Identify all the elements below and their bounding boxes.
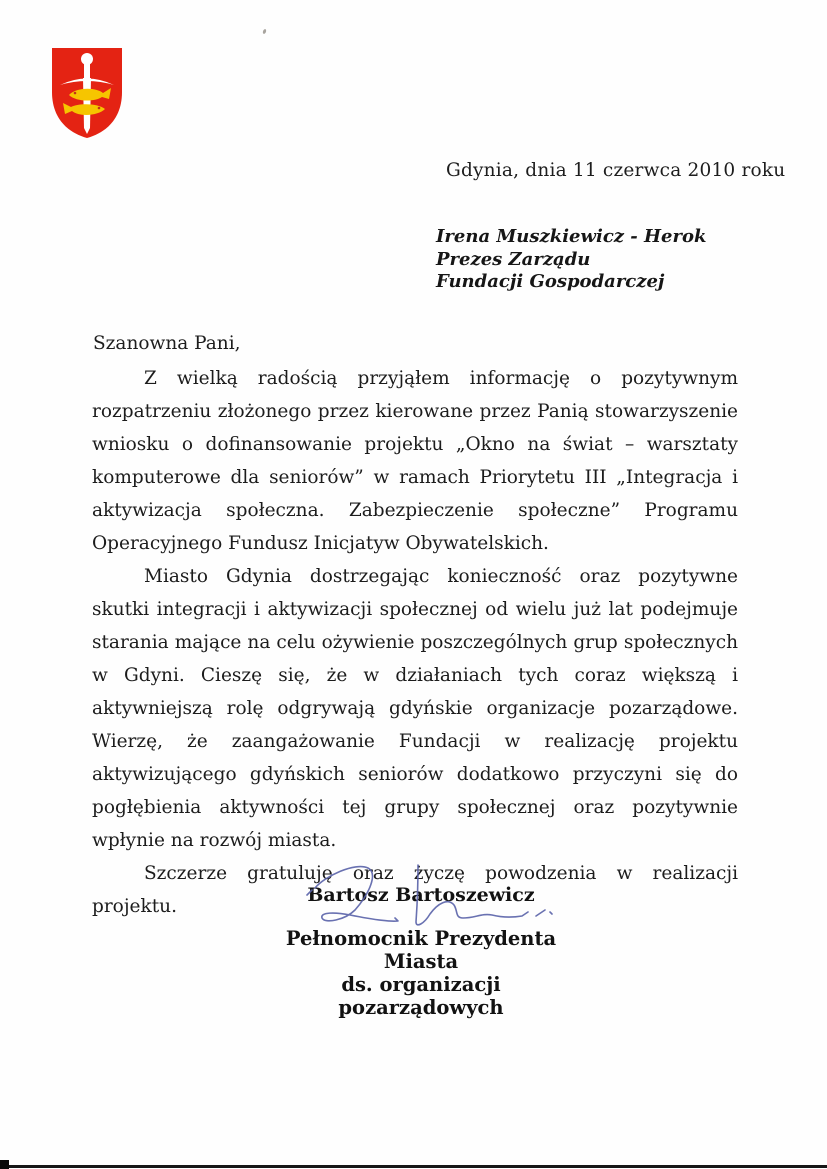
recipient-title: Prezes Zarządu — [436, 248, 591, 270]
gdynia-coat-of-arms-icon — [50, 46, 124, 140]
date-line: Gdynia, dnia 11 czerwca 2010 roku — [446, 160, 786, 181]
salutation: Szanowna Pani, — [93, 333, 241, 354]
handwritten-signature — [300, 848, 565, 943]
scan-corner-artifact — [0, 1160, 9, 1169]
recipient-block — [436, 226, 706, 294]
signer-name: Bartosz Bartoszewicz — [307, 884, 535, 906]
signature-stroke-dash — [536, 910, 545, 916]
letter-body — [92, 362, 738, 923]
upper-fish-eye — [74, 92, 77, 95]
recipient-organization: Fundacji Gospodarczej — [436, 271, 665, 292]
signature-stroke-tick — [307, 890, 312, 895]
signature-stroke-tail — [416, 865, 528, 925]
recipient-name: Irena Muszkiewicz - Herok — [436, 226, 707, 247]
signer-title-line-2: ds. organizacji pozarządowych — [338, 973, 504, 1019]
signature-stroke-b-loop — [315, 867, 398, 922]
paragraph-1: Z wielką radością przyjąłem informację o pozytywnym rozpatrzeniu złożonego przez kierowane przez Panią stowarzyszenie wniosku o dofinansowanie projektu „Okno na świat – warsztaty komputerowe dla seniorów” w ramach Priorytetu III „Integracja i aktywizacja społeczna. Zabezpieczenie społeczne” Programu Operacyjnego Fundusz Inicjatyw Obywatelskich. — [92, 368, 738, 554]
signature-stroke-dot — [550, 912, 552, 914]
lower-fish-eye — [98, 107, 101, 110]
scan-bottom-edge-artifact — [0, 1165, 827, 1168]
scan-speck — [262, 29, 267, 35]
paragraph-3: Szczerze gratuluję oraz życzę powodzenia w realizacji projektu. — [92, 863, 738, 917]
signer-title-line-1: Pełnomocnik Prezydenta Miasta — [285, 927, 557, 973]
paragraph-2: Miasto Gdynia dostrzegając konieczność oraz pozytywne skutki integracji i aktywizacji społecznej od wielu już lat podejmuje starania mające na celu ożywienie poszczególnych grup społecznych w Gdyni. Cieszę się, że w działaniach tych coraz większą i aktywniejszą rolę odgrywają gdyńskie organizacje pozarządowe. Wierzę, że zaangażowanie Fundacji w realizację projektu aktywizującego gdyńskich seniorów dodatkowo przyczyni się do pogłębienia aktywności tej grupy społecznej oraz pozytywnie wpłynie na rozwój miasta. — [92, 566, 738, 851]
sword-grip — [84, 63, 90, 79]
